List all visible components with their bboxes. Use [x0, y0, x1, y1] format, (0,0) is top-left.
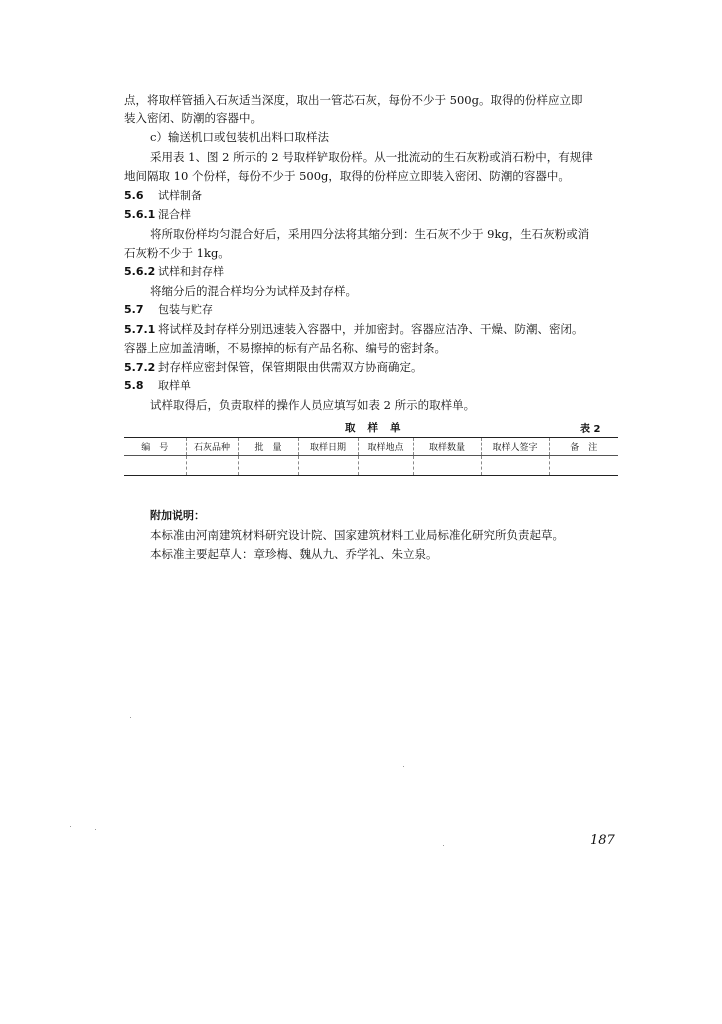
table-header-cell: 编 号 — [141, 443, 169, 453]
section-title: 试样和封存样 — [158, 265, 224, 278]
paragraph-line: c）输送机口或包装机出料口取样法 — [150, 130, 329, 144]
paragraph-line: 将所取份样均匀混合好后，采用四分法将其缩分到：生石灰不少于 9kg，生石灰粉或消 — [150, 227, 590, 241]
table-cell — [186, 456, 238, 476]
appendix-line: 本标准主要起草人：章珍梅、魏从九、乔学礼、朱立泉。 — [150, 547, 438, 561]
appendix-heading: 附加说明： — [150, 509, 205, 522]
appendix-line: 本标准由河南建筑材料研究设计院、国家建筑材料工业局标准化研究所负责起草。 — [150, 528, 564, 542]
table-header-cell: 取样数量 — [413, 438, 481, 456]
scan-speck — [70, 826, 71, 827]
section-heading — [124, 265, 224, 279]
table-cell — [413, 456, 481, 476]
paragraph-line: 石灰粉不少于 1kg。 — [124, 246, 230, 260]
table-header-cell: 批 量 — [238, 438, 298, 456]
scan-speck — [403, 766, 404, 767]
section-text: 封存样应密封保管，保管期限由供需双方协商确定。 — [158, 360, 423, 374]
table-header-cell: 取样地点 — [358, 438, 413, 456]
section-title: 混合样 — [158, 208, 191, 221]
section-heading — [124, 322, 584, 337]
table-cell — [298, 456, 358, 476]
paragraph-line: 试样取得后，负责取样的操作人员应填写如表 2 所示的取样单。 — [150, 398, 476, 412]
scan-speck — [130, 717, 131, 718]
section-title: 包装与贮存 — [158, 303, 213, 316]
section-number: 5.8 — [124, 379, 144, 392]
section-number: 5.6.1 — [124, 208, 156, 221]
paragraph-line: 将缩分后的混合样均分为试样及封存样。 — [150, 284, 357, 298]
table-cell — [358, 456, 413, 476]
sampling-table — [124, 437, 618, 476]
table-cell — [481, 456, 549, 476]
table-row — [124, 456, 618, 476]
section-heading — [124, 360, 423, 375]
section-heading — [124, 189, 202, 203]
paragraph-line: 点，将取样管插入石灰适当深度，取出一管芯石灰，每份不少于 500g。取得的份样应立即 — [124, 93, 583, 107]
section-number: 5.6.2 — [124, 265, 156, 278]
page-number: 187 — [590, 833, 615, 848]
section-heading — [124, 208, 191, 222]
table-cell — [238, 456, 298, 476]
table-cell — [124, 456, 186, 476]
section-heading — [124, 379, 191, 393]
scan-speck — [443, 845, 444, 846]
table-header-cell: 备 注 — [549, 438, 618, 456]
section-title: 试样制备 — [158, 189, 202, 202]
table-header-cell: 取样日期 — [298, 438, 358, 456]
table-cell — [549, 456, 618, 476]
section-number: 5.7.2 — [124, 361, 156, 374]
section-text: 将试样及封存样分别迅速装入容器中，并加密封。容器应洁净、干燥、防潮、密闭。 — [158, 322, 584, 336]
section-title: 取样单 — [158, 379, 191, 392]
section-number: 5.6 — [124, 189, 144, 202]
paragraph-line: 容器上应加盖清晰，不易擦掉的标有产品名称、编号的密封条。 — [124, 341, 446, 355]
paragraph-line: 地间隔取 10 个份样，每份不少于 500g，取得的份样应立即装入密闭、防潮的容器中。 — [124, 169, 570, 183]
table-header-cell: 取样人签字 — [481, 438, 549, 456]
paragraph-line: 装入密闭、防潮的容器中。 — [124, 111, 262, 125]
table-label: 表 2 — [580, 424, 601, 435]
table-title: 取样单 — [345, 422, 413, 434]
section-number: 5.7.1 — [124, 323, 156, 336]
table-header-cell: 石灰品种 — [186, 438, 238, 456]
scan-speck — [95, 829, 96, 830]
paragraph-line: 采用表 1、图 2 所示的 2 号取样铲取份样。从一批流动的生石灰粉或消石粉中，有规律 — [150, 150, 593, 164]
table-header-row — [124, 438, 618, 456]
section-heading — [124, 303, 213, 317]
section-number: 5.7 — [124, 303, 144, 316]
